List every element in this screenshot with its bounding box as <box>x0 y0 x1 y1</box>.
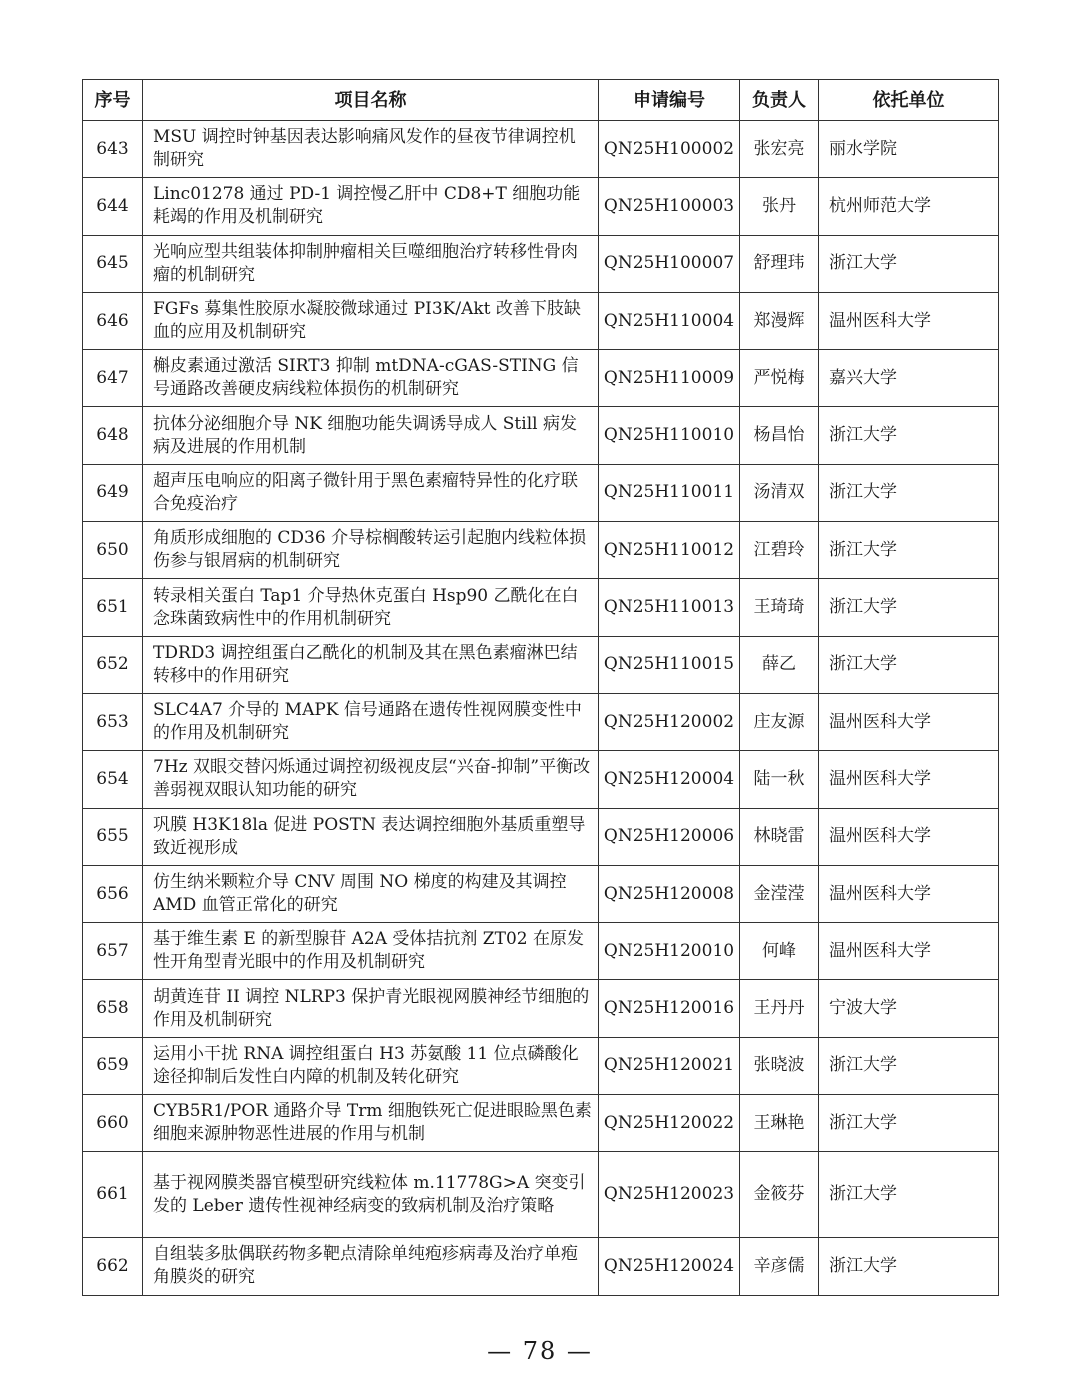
cell-host-unit: 浙江大学 <box>819 464 999 521</box>
cell-host-unit: 浙江大学 <box>819 235 999 292</box>
cell-host-unit: 温州医科大学 <box>819 693 999 750</box>
cell-application-code: QN25H120004 <box>599 751 740 808</box>
cell-project-name: FGFs 募集性胶原水凝胶微球通过 PI3K/Akt 改善下肢缺血的应用及机制研究 <box>143 292 599 349</box>
table-row <box>83 1095 999 1152</box>
cell-seq: 656 <box>83 865 143 922</box>
cell-person-in-charge: 张晓波 <box>740 1037 819 1094</box>
cell-seq: 655 <box>83 808 143 865</box>
cell-seq: 653 <box>83 693 143 750</box>
cell-person-in-charge: 王丹丹 <box>740 980 819 1037</box>
table-row <box>83 292 999 349</box>
cell-seq: 648 <box>83 407 143 464</box>
cell-project-name: 仿生纳米颗粒介导 CNV 周围 NO 梯度的构建及其调控 AMD 血管正常化的研究 <box>143 865 599 922</box>
cell-host-unit: 浙江大学 <box>819 1238 999 1295</box>
cell-application-code: QN25H110010 <box>599 407 740 464</box>
cell-seq: 662 <box>83 1238 143 1295</box>
cell-project-name: 7Hz 双眼交替闪烁通过调控初级视皮层“兴奋-抑制”平衡改善弱视双眼认知功能的研究 <box>143 751 599 808</box>
cell-seq: 654 <box>83 751 143 808</box>
page-number: — 78 — <box>487 1337 593 1365</box>
cell-project-name: SLC4A7 介导的 MAPK 信号通路在遗传性视网膜变性中的作用及机制研究 <box>143 693 599 750</box>
cell-seq: 646 <box>83 292 143 349</box>
cell-project-name: CYB5R1/POR 通路介导 Trm 细胞铁死亡促进眼睑黑色素细胞来源肿物恶性进展的作用与机制 <box>143 1095 599 1152</box>
header-project-name: 项目名称 <box>143 80 599 121</box>
cell-application-code: QN25H110004 <box>599 292 740 349</box>
cell-application-code: QN25H110012 <box>599 522 740 579</box>
cell-application-code: QN25H100002 <box>599 121 740 178</box>
cell-host-unit: 温州医科大学 <box>819 292 999 349</box>
table-row <box>83 121 999 178</box>
header-person-in-charge: 负责人 <box>740 80 819 121</box>
cell-project-name: MSU 调控时钟基因表达影响痛风发作的昼夜节律调控机制研究 <box>143 121 599 178</box>
cell-application-code: QN25H110015 <box>599 636 740 693</box>
table-row <box>83 808 999 865</box>
cell-project-name: 基于维生素 E 的新型腺苷 A2A 受体拮抗剂 ZT02 在原发性开角型青光眼中的作用及机制研究 <box>143 923 599 980</box>
cell-project-name: 基于视网膜类器官模型研究线粒体 m.11778G>A 突变引发的 Leber 遗传性视神经病变的致病机制及治疗策略 <box>143 1152 599 1238</box>
cell-application-code: QN25H110009 <box>599 350 740 407</box>
table-row <box>83 693 999 750</box>
cell-person-in-charge: 汤清双 <box>740 464 819 521</box>
cell-host-unit: 温州医科大学 <box>819 865 999 922</box>
table-row <box>83 464 999 521</box>
table-row <box>83 1152 999 1238</box>
cell-project-name: 角质形成细胞的 CD36 介导棕榈酸转运引起胞内线粒体损伤参与银屑病的机制研究 <box>143 522 599 579</box>
table-row <box>83 178 999 235</box>
cell-host-unit: 浙江大学 <box>819 1095 999 1152</box>
cell-application-code: QN25H120024 <box>599 1238 740 1295</box>
cell-host-unit: 温州医科大学 <box>819 751 999 808</box>
table-row <box>83 923 999 980</box>
header-host-unit: 依托单位 <box>819 80 999 121</box>
cell-seq: 659 <box>83 1037 143 1094</box>
cell-seq: 647 <box>83 350 143 407</box>
cell-person-in-charge: 严悦梅 <box>740 350 819 407</box>
cell-seq: 649 <box>83 464 143 521</box>
cell-person-in-charge: 杨昌怡 <box>740 407 819 464</box>
cell-project-name: 槲皮素通过激活 SIRT3 抑制 mtDNA-cGAS-STING 信号通路改善硬皮病线粒体损伤的机制研究 <box>143 350 599 407</box>
cell-project-name: 自组装多肽偶联药物多靶点清除单纯疱疹病毒及治疗单疱角膜炎的研究 <box>143 1238 599 1295</box>
cell-project-name: 巩膜 H3K18la 促进 POSTN 表达调控细胞外基质重塑导致近视形成 <box>143 808 599 865</box>
cell-application-code: QN25H100007 <box>599 235 740 292</box>
cell-person-in-charge: 薛乙 <box>740 636 819 693</box>
cell-application-code: QN25H120008 <box>599 865 740 922</box>
cell-seq: 643 <box>83 121 143 178</box>
cell-seq: 650 <box>83 522 143 579</box>
project-table <box>82 79 999 1296</box>
cell-seq: 644 <box>83 178 143 235</box>
cell-seq: 657 <box>83 923 143 980</box>
cell-application-code: QN25H120010 <box>599 923 740 980</box>
cell-project-name: 抗体分泌细胞介导 NK 细胞功能失调诱导成人 Still 病发病及进展的作用机制 <box>143 407 599 464</box>
cell-host-unit: 丽水学院 <box>819 121 999 178</box>
cell-seq: 660 <box>83 1095 143 1152</box>
cell-host-unit: 温州医科大学 <box>819 808 999 865</box>
cell-project-name: 超声压电响应的阳离子微针用于黑色素瘤特异性的化疗联合免疫治疗 <box>143 464 599 521</box>
cell-person-in-charge: 辛彦儒 <box>740 1238 819 1295</box>
header-application-code: 申请编号 <box>599 80 740 121</box>
cell-application-code: QN25H120021 <box>599 1037 740 1094</box>
cell-project-name: 转录相关蛋白 Tap1 介导热休克蛋白 Hsp90 乙酰化在白念珠菌致病性中的作用机制研究 <box>143 579 599 636</box>
cell-host-unit: 宁波大学 <box>819 980 999 1037</box>
cell-person-in-charge: 张宏亮 <box>740 121 819 178</box>
cell-project-name: TDRD3 调控组蛋白乙酰化的机制及其在黑色素瘤淋巴结转移中的作用研究 <box>143 636 599 693</box>
cell-person-in-charge: 江碧玲 <box>740 522 819 579</box>
cell-application-code: QN25H120023 <box>599 1152 740 1238</box>
cell-seq: 658 <box>83 980 143 1037</box>
table-row <box>83 579 999 636</box>
cell-person-in-charge: 林晓雷 <box>740 808 819 865</box>
cell-application-code: QN25H110011 <box>599 464 740 521</box>
cell-application-code: QN25H120022 <box>599 1095 740 1152</box>
cell-host-unit: 浙江大学 <box>819 579 999 636</box>
cell-project-name: Linc01278 通过 PD-1 调控慢乙肝中 CD8+T 细胞功能耗竭的作用及机制研究 <box>143 178 599 235</box>
cell-person-in-charge: 张丹 <box>740 178 819 235</box>
cell-project-name: 胡黄连苷 II 调控 NLRP3 保护青光眼视网膜神经节细胞的作用及机制研究 <box>143 980 599 1037</box>
table-row <box>83 407 999 464</box>
cell-person-in-charge: 金筱芬 <box>740 1152 819 1238</box>
cell-project-name: 光响应型共组装体抑制肿瘤相关巨噬细胞治疗转移性骨肉瘤的机制研究 <box>143 235 599 292</box>
table-row <box>83 865 999 922</box>
cell-host-unit: 浙江大学 <box>819 1152 999 1238</box>
table-row <box>83 751 999 808</box>
cell-application-code: QN25H120002 <box>599 693 740 750</box>
cell-seq: 651 <box>83 579 143 636</box>
cell-seq: 645 <box>83 235 143 292</box>
table-header-row <box>83 80 999 121</box>
cell-host-unit: 浙江大学 <box>819 522 999 579</box>
cell-person-in-charge: 舒理玮 <box>740 235 819 292</box>
cell-person-in-charge: 郑漫辉 <box>740 292 819 349</box>
cell-host-unit: 温州医科大学 <box>819 923 999 980</box>
table-row <box>83 1238 999 1295</box>
cell-host-unit: 杭州师范大学 <box>819 178 999 235</box>
cell-person-in-charge: 王琳艳 <box>740 1095 819 1152</box>
table-row <box>83 636 999 693</box>
table-row <box>83 350 999 407</box>
table-row <box>83 522 999 579</box>
cell-application-code: QN25H110013 <box>599 579 740 636</box>
cell-person-in-charge: 王琦琦 <box>740 579 819 636</box>
cell-host-unit: 浙江大学 <box>819 407 999 464</box>
cell-person-in-charge: 庄友源 <box>740 693 819 750</box>
cell-application-code: QN25H100003 <box>599 178 740 235</box>
cell-person-in-charge: 金滢滢 <box>740 865 819 922</box>
cell-application-code: QN25H120016 <box>599 980 740 1037</box>
cell-person-in-charge: 陆一秋 <box>740 751 819 808</box>
table-row <box>83 980 999 1037</box>
cell-application-code: QN25H120006 <box>599 808 740 865</box>
cell-host-unit: 嘉兴大学 <box>819 350 999 407</box>
header-seq: 序号 <box>83 80 143 121</box>
cell-seq: 652 <box>83 636 143 693</box>
cell-seq: 661 <box>83 1152 143 1238</box>
cell-host-unit: 浙江大学 <box>819 1037 999 1094</box>
table-row <box>83 1037 999 1094</box>
cell-project-name: 运用小干扰 RNA 调控组蛋白 H3 苏氨酸 11 位点磷酸化途径抑制后发性白内障的机制及转化研究 <box>143 1037 599 1094</box>
table-row <box>83 235 999 292</box>
table-body <box>83 121 999 1296</box>
cell-person-in-charge: 何峰 <box>740 923 819 980</box>
cell-host-unit: 浙江大学 <box>819 636 999 693</box>
